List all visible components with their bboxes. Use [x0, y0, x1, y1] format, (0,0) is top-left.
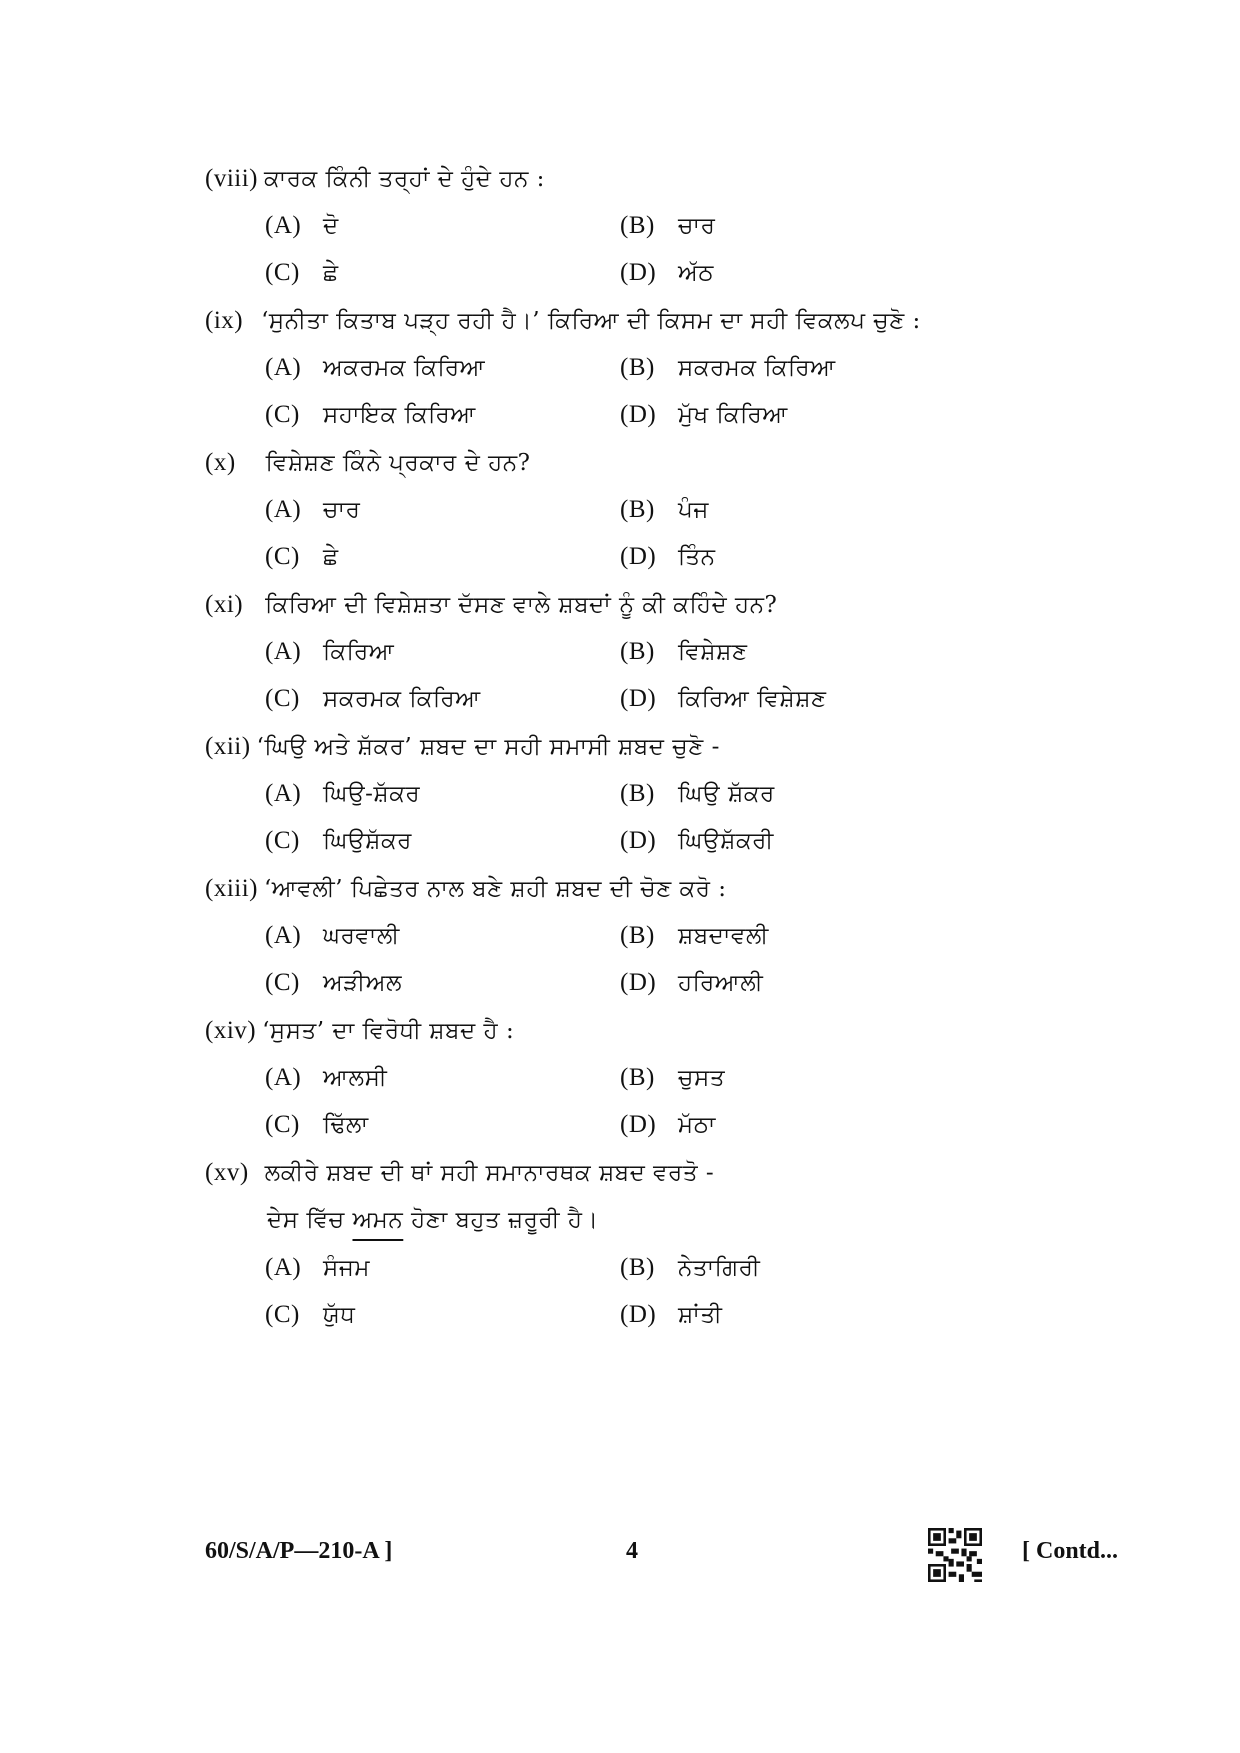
option-b: (B) ਘਿਉ ਸ਼ੱਕਰ [620, 780, 775, 807]
option-c: (C) ਸਕਰਮਕ ਕਿਰਿਆ [265, 685, 481, 712]
question-x [205, 449, 530, 477]
option-c: (C) ਸਹਾਇਕ ਕਿਰਿਆ [265, 401, 476, 428]
question-viii [205, 165, 545, 193]
option-d: (D) ਮੱਠਾ [620, 1111, 716, 1138]
question-text: ਲਕੀਰੇ ਸ਼ਬਦ ਦੀ ਥਾਂ ਸਹੀ ਸਮਾਨਾਰਥਕ ਸ਼ਬਦ ਵਰਤੋ - [264, 1160, 715, 1186]
question-text: ਕਿਰਿਆ ਦੀ ਵਿਸ਼ੇਸ਼ਤਾ ਦੱਸਣ ਵਾਲੇ ਸ਼ਬਦਾਂ ਨੂੰ ਕੀ ਕਹਿੰਦੇ ਹਨ? [265, 592, 778, 618]
option-b: (B) ਪੰਜ [620, 496, 709, 523]
question-text: ‘ਆਵਲੀ’ ਪਿਛੇਤਰ ਨਾਲ ਬਣੇ ਸ਼ਹੀ ਸ਼ਬਦ ਦੀ ਚੋਣ ਕਰੋ : [264, 876, 727, 902]
option-b: (B) ਚਾਰ [620, 212, 716, 239]
option-d: (D) ਮੁੱਖ ਕਿਰਿਆ [620, 401, 788, 428]
question-xii [205, 733, 720, 761]
option-d: (D) ਘਿਉਸ਼ੱਕਰੀ [620, 827, 774, 854]
question-xi [205, 591, 777, 619]
question-number: (x) [205, 449, 236, 476]
option-c: (C) ਛੇ [265, 259, 339, 286]
qr-code-icon [928, 1528, 982, 1582]
question-number: (xiv) [205, 1017, 257, 1044]
question-text: ‘ਸੁਸਤ’ ਦਾ ਵਿਰੋਧੀ ਸ਼ਬਦ ਹੈ : [262, 1018, 515, 1044]
option-c: (C) ਛੇ [265, 543, 339, 570]
option-b: (B) ਚੁਸਤ [620, 1064, 726, 1091]
question-number: (ix) [205, 307, 244, 334]
question-number: (xv) [205, 1159, 249, 1186]
option-a: (A) ਆਲਸੀ [265, 1064, 388, 1091]
page-number: 4 [626, 1538, 638, 1564]
question-ix [205, 307, 921, 335]
question-number: (xii) [205, 733, 251, 760]
underlined-word: ਅਮਨ [352, 1207, 404, 1233]
option-a: (A) ਦੋ [265, 212, 339, 239]
question-xiii [205, 875, 727, 903]
question-text: ਕਾਰਕ ਕਿੰਨੀ ਤਰ੍ਹਾਂ ਦੇ ਹੁੰਦੇ ਹਨ : [264, 166, 545, 192]
option-c: (C) ਯੁੱਧ [265, 1301, 356, 1328]
question-text: ‘ਘਿਉ ਅਤੇ ਸ਼ੱਕਰ’ ਸ਼ਬਦ ਦਾ ਸਹੀ ਸਮਾਸੀ ਸ਼ਬਦ ਚੁਣੋ - [256, 734, 720, 760]
option-a: (A) ਘਰਵਾਲੀ [265, 922, 400, 949]
option-a: (A) ਕਿਰਿਆ [265, 638, 395, 665]
question-xiv [205, 1017, 514, 1045]
question-number: (xiii) [205, 875, 258, 902]
question-xv [205, 1159, 714, 1187]
option-c: (C) ਅੜੀਅਲ [265, 969, 403, 996]
option-a: (A) ਘਿਉ-ਸ਼ੱਕਰ [265, 780, 421, 807]
option-d: (D) ਸ਼ਾਂਤੀ [620, 1301, 723, 1328]
option-b: (B) ਸਕਰਮਕ ਕਿਰਿਆ [620, 354, 836, 381]
option-d: (D) ਅੱਠ [620, 259, 714, 286]
option-a: (A) ਚਾਰ [265, 496, 361, 523]
option-c: (C) ਘਿਉਸ਼ੱਕਰ [265, 827, 412, 854]
continued-label: [ Contd... [1022, 1538, 1119, 1564]
question-number: (viii) [205, 165, 258, 192]
question-text: ‘ਸੁਨੀਤਾ ਕਿਤਾਬ ਪੜ੍ਹ ਰਹੀ ਹੈ।’ ਕਿਰਿਆ ਦੀ ਕਿਸਮ ਦਾ ਸਹੀ ਵਿਕਲਪ ਚੁਣੋ : [261, 308, 921, 334]
option-d: (D) ਹਰਿਆਲੀ [620, 969, 764, 996]
option-b: (B) ਸ਼ਬਦਾਵਲੀ [620, 922, 769, 949]
option-a: (A) ਸੰਜਮ [265, 1254, 370, 1281]
option-d: (D) ਤਿੰਨ [620, 543, 716, 570]
option-d: (D) ਕਿਰਿਆ ਵਿਸ਼ੇਸ਼ਣ [620, 685, 827, 712]
question-number: (xi) [205, 591, 244, 618]
option-b: (B) ਨੇਤਾਗਿਰੀ [620, 1254, 761, 1281]
option-c: (C) ਢਿੱਲਾ [265, 1111, 369, 1138]
paper-code: 60/S/A/P—210-A ] [205, 1538, 393, 1564]
option-a: (A) ਅਕਰਮਕ ਕਿਰਿਆ [265, 354, 486, 381]
question-text: ਵਿਸ਼ੇਸ਼ਣ ਕਿੰਨੇ ਪ੍ਰਕਾਰ ਦੇ ਹਨ? [265, 450, 531, 476]
option-b: (B) ਵਿਸ਼ੇਸ਼ਣ [620, 638, 748, 665]
example-sentence: ਦੇਸ ਵਿੱਚ ਅਮਨ ਹੋਣਾ ਬਹੁਤ ਜ਼ਰੂਰੀ ਹੈ। [267, 1207, 599, 1233]
